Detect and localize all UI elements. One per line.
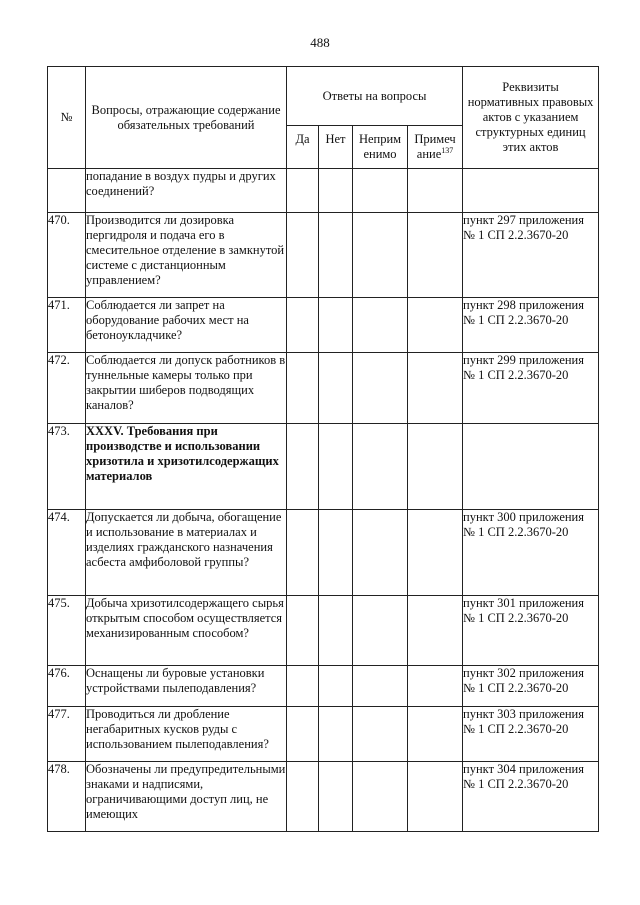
table-row xyxy=(48,762,599,832)
table-row xyxy=(48,666,599,707)
answer-note-cell[interactable] xyxy=(408,666,463,707)
row-requisites: пункт 301 приложения № 1 СП 2.2.3670-20 xyxy=(463,596,599,666)
answer-no-cell[interactable] xyxy=(319,213,353,298)
answer-na-cell[interactable] xyxy=(353,213,408,298)
row-requisites: пункт 302 приложения № 1 СП 2.2.3670-20 xyxy=(463,666,599,707)
row-number: 472. xyxy=(48,353,86,424)
answer-yes-cell[interactable] xyxy=(287,424,319,510)
answer-na-cell[interactable] xyxy=(353,353,408,424)
table-row xyxy=(48,707,599,762)
row-question: Производится ли дозировка пергидроля и подача его в смесительное отделение в замкнутой системе с дистанционным управлением? xyxy=(86,213,287,298)
answer-no-cell[interactable] xyxy=(319,353,353,424)
row-requisites: пункт 304 приложения № 1 СП 2.2.3670-20 xyxy=(463,762,599,832)
header-no: Нет xyxy=(319,126,353,169)
answer-note-cell[interactable] xyxy=(408,762,463,832)
answer-yes-cell[interactable] xyxy=(287,169,319,213)
footnote-ref: 137 xyxy=(441,146,454,155)
row-question: Соблюдается ли запрет на оборудование рабочих мест на бетоноукладчике? xyxy=(86,298,287,353)
row-question: Проводиться ли дробление негабаритных кусков руды с использованием пылеподавления? xyxy=(86,707,287,762)
row-number: 477. xyxy=(48,707,86,762)
table-row xyxy=(48,213,599,298)
row-requisites: пункт 298 приложения № 1 СП 2.2.3670-20 xyxy=(463,298,599,353)
answer-na-cell[interactable] xyxy=(353,510,408,596)
table-row xyxy=(48,353,599,424)
answer-na-cell[interactable] xyxy=(353,666,408,707)
section-title: XXXV. Требования при производстве и использовании хризотила и хризотилсодержащих материалов xyxy=(86,424,287,510)
header-yes: Да xyxy=(287,126,319,169)
row-number: 473. xyxy=(48,424,86,510)
answer-no-cell[interactable] xyxy=(319,424,353,510)
answer-na-cell[interactable] xyxy=(353,596,408,666)
answer-yes-cell[interactable] xyxy=(287,298,319,353)
row-number: 470. xyxy=(48,213,86,298)
row-requisites: пункт 297 приложения № 1 СП 2.2.3670-20 xyxy=(463,213,599,298)
answer-no-cell[interactable] xyxy=(319,596,353,666)
row-question: Оснащены ли буровые установки устройствами пылеподавления? xyxy=(86,666,287,707)
answer-na-cell[interactable] xyxy=(353,424,408,510)
answer-note-cell[interactable] xyxy=(408,298,463,353)
row-requisites: пункт 300 приложения № 1 СП 2.2.3670-20 xyxy=(463,510,599,596)
answer-no-cell[interactable] xyxy=(319,666,353,707)
section-row xyxy=(48,424,599,510)
answer-na-cell[interactable] xyxy=(353,762,408,832)
answer-yes-cell[interactable] xyxy=(287,510,319,596)
table-row xyxy=(48,596,599,666)
answer-yes-cell[interactable] xyxy=(287,596,319,666)
answer-yes-cell[interactable] xyxy=(287,707,319,762)
answer-note-cell[interactable] xyxy=(408,510,463,596)
row-question: Соблюдается ли допуск работников в туннельные камеры только при закрытии шиберов подводящих каналов? xyxy=(86,353,287,424)
answer-no-cell[interactable] xyxy=(319,707,353,762)
row-requisites xyxy=(463,169,599,213)
row-requisites: пункт 303 приложения № 1 СП 2.2.3670-20 xyxy=(463,707,599,762)
checklist-table xyxy=(47,66,599,832)
row-question: Обозначены ли предупредительными знаками и надписями, ограничивающими доступ лиц, не имеющих xyxy=(86,762,287,832)
page-number: 488 xyxy=(310,35,330,50)
row-question: Добыча хризотилсодержащего сырья открытым способом осуществляется механизированным способом? xyxy=(86,596,287,666)
answer-na-cell[interactable] xyxy=(353,298,408,353)
answer-no-cell[interactable] xyxy=(319,510,353,596)
row-number: 471. xyxy=(48,298,86,353)
row-number: 474. xyxy=(48,510,86,596)
answer-no-cell[interactable] xyxy=(319,169,353,213)
row-number: 478. xyxy=(48,762,86,832)
row-question: Допускается ли добыча, обогащение и использование в материалах и изделиях гражданского назначения асбеста амфиболовой группы? xyxy=(86,510,287,596)
answer-yes-cell[interactable] xyxy=(287,213,319,298)
header-number: № xyxy=(48,67,86,169)
header-note-label: Примеч ание xyxy=(414,132,456,161)
answer-yes-cell[interactable] xyxy=(287,666,319,707)
answer-note-cell[interactable] xyxy=(408,169,463,213)
answer-note-cell[interactable] xyxy=(408,353,463,424)
answer-yes-cell[interactable] xyxy=(287,762,319,832)
header-answers: Ответы на вопросы xyxy=(287,67,463,126)
header-requisites: Реквизиты нормативных правовых актов с указанием структурных единиц этих актов xyxy=(463,67,599,169)
answer-note-cell[interactable] xyxy=(408,707,463,762)
answer-na-cell[interactable] xyxy=(353,169,408,213)
answer-no-cell[interactable] xyxy=(319,298,353,353)
answer-na-cell[interactable] xyxy=(353,707,408,762)
row-requisites xyxy=(463,424,599,510)
row-number: 476. xyxy=(48,666,86,707)
row-number xyxy=(48,169,86,213)
answer-yes-cell[interactable] xyxy=(287,353,319,424)
table-row xyxy=(48,298,599,353)
header-row xyxy=(48,67,599,126)
answer-note-cell[interactable] xyxy=(408,424,463,510)
row-requisites: пункт 299 приложения № 1 СП 2.2.3670-20 xyxy=(463,353,599,424)
header-note xyxy=(408,126,463,169)
row-question: попадание в воздух пудры и других соединений? xyxy=(86,169,287,213)
answer-note-cell[interactable] xyxy=(408,596,463,666)
table-row xyxy=(48,510,599,596)
answer-note-cell[interactable] xyxy=(408,213,463,298)
answer-no-cell[interactable] xyxy=(319,762,353,832)
header-not-applicable: Неприм енимо xyxy=(353,126,408,169)
header-questions: Вопросы, отражающие содержание обязательных требований xyxy=(86,67,287,169)
table-row xyxy=(48,169,599,213)
row-number: 475. xyxy=(48,596,86,666)
